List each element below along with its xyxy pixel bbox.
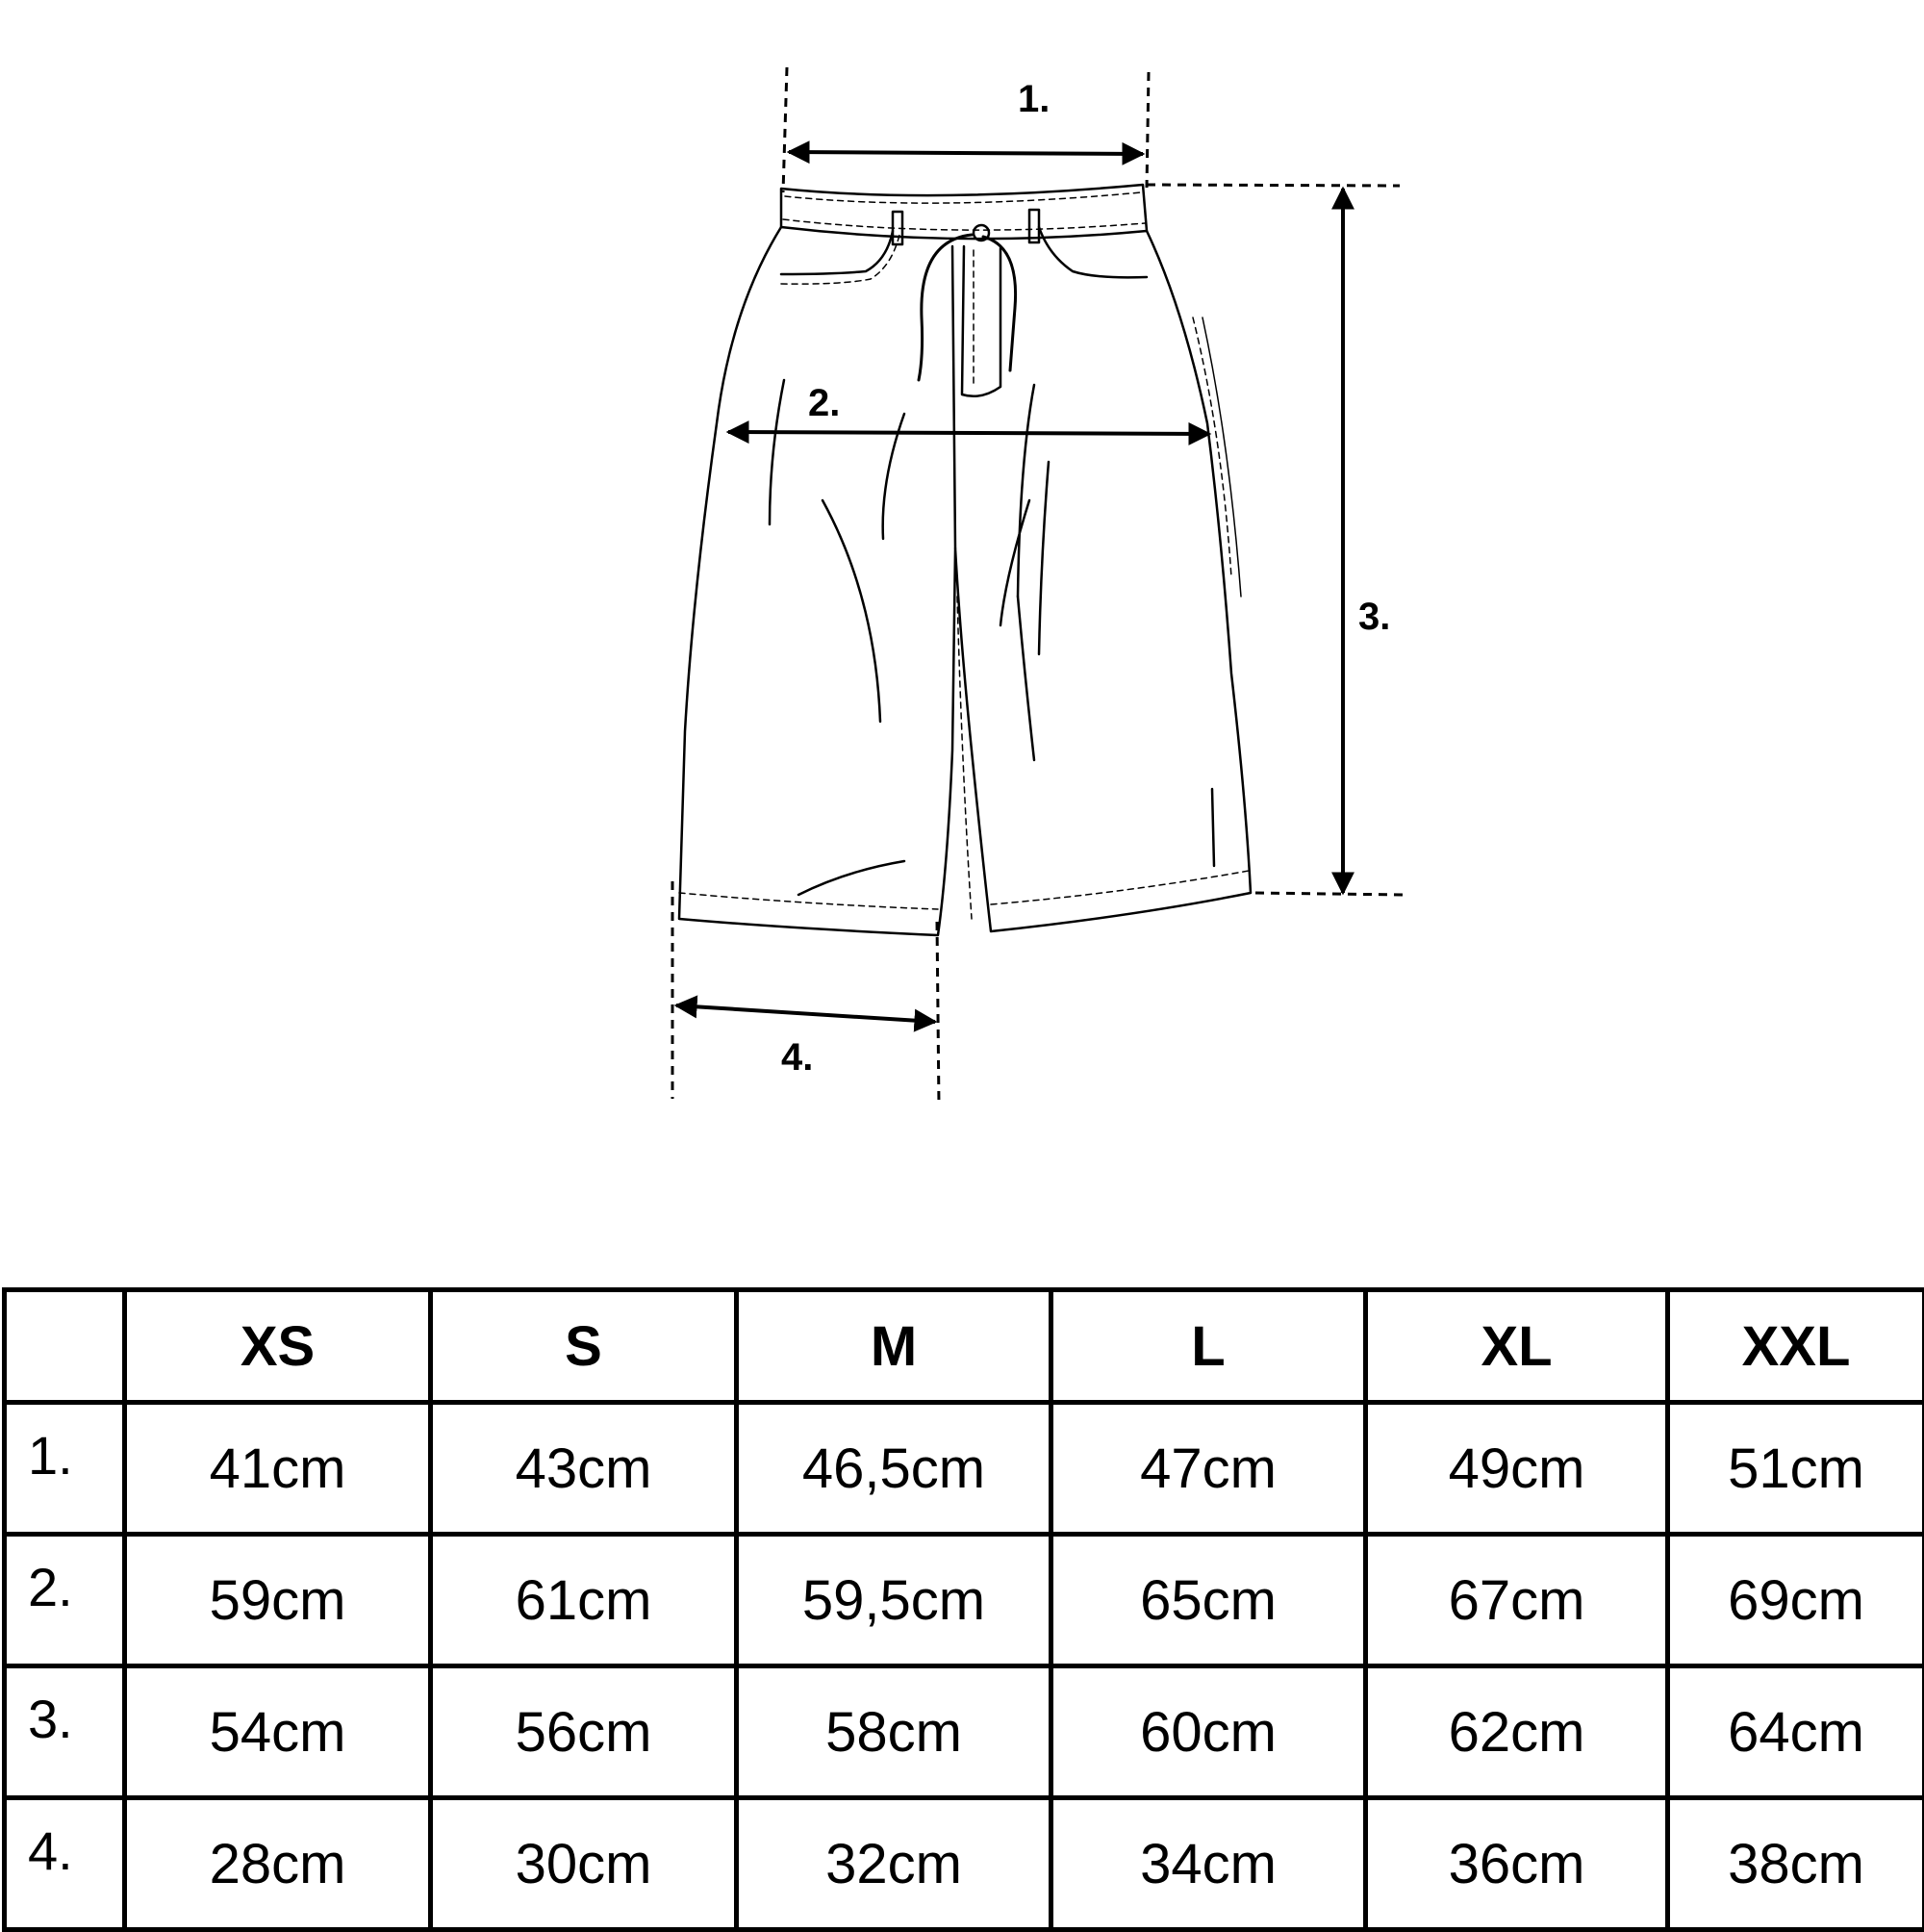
- table-cell: 28cm: [125, 1798, 431, 1930]
- size-header-row: [5, 1290, 1924, 1403]
- table-cell: 47cm: [1051, 1403, 1366, 1535]
- table-cell: 65cm: [1051, 1535, 1366, 1666]
- header-size-xxl: XXL: [1668, 1290, 1924, 1403]
- table-cell: 59cm: [125, 1535, 431, 1666]
- table-cell: 59,5cm: [737, 1535, 1051, 1666]
- table-cell: 36cm: [1366, 1798, 1668, 1930]
- table-cell: 51cm: [1668, 1403, 1924, 1535]
- row-label: 1.: [5, 1403, 125, 1535]
- table-cell: 67cm: [1366, 1535, 1668, 1666]
- measurement-4-arrow: [676, 1005, 935, 1022]
- row-label: 3.: [5, 1666, 125, 1798]
- table-cell: 49cm: [1366, 1403, 1668, 1535]
- table-cell: 60cm: [1051, 1666, 1366, 1798]
- header-size-xs: XS: [125, 1290, 431, 1403]
- measurement-2-arrow: [728, 432, 1209, 434]
- header-corner-cell: [5, 1290, 125, 1403]
- table-cell: 56cm: [431, 1666, 737, 1798]
- table-row: [5, 1798, 1924, 1930]
- table-cell: 62cm: [1366, 1666, 1668, 1798]
- table-row: [5, 1403, 1924, 1535]
- size-chart-table: [2, 1287, 1924, 1932]
- measurement-1-arrow: [789, 152, 1143, 154]
- table-cell: 69cm: [1668, 1535, 1924, 1666]
- table-cell: 64cm: [1668, 1666, 1924, 1798]
- table-cell: 61cm: [431, 1535, 737, 1666]
- table-cell: 30cm: [431, 1798, 737, 1930]
- header-size-xl: XL: [1366, 1290, 1668, 1403]
- table-cell: 58cm: [737, 1666, 1051, 1798]
- measurement-2-label: 2.: [808, 382, 840, 424]
- shorts-drawing: [679, 185, 1251, 935]
- table-cell: 46,5cm: [737, 1403, 1051, 1535]
- table-cell: 54cm: [125, 1666, 431, 1798]
- table-row: [5, 1666, 1924, 1798]
- header-size-s: S: [431, 1290, 737, 1403]
- measurement-3-label: 3.: [1358, 596, 1390, 638]
- header-size-m: M: [737, 1290, 1051, 1403]
- table-cell: 34cm: [1051, 1798, 1366, 1930]
- table-cell: 38cm: [1668, 1798, 1924, 1930]
- header-size-l: L: [1051, 1290, 1366, 1403]
- table-cell: 32cm: [737, 1798, 1051, 1930]
- row-label: 4.: [5, 1798, 125, 1930]
- row-label: 2.: [5, 1535, 125, 1666]
- table-row: [5, 1535, 1924, 1666]
- measurement-4-label: 4.: [781, 1036, 813, 1079]
- table-cell: 43cm: [431, 1403, 737, 1535]
- table-cell: 41cm: [125, 1403, 431, 1535]
- measurement-1-label: 1.: [1018, 78, 1050, 120]
